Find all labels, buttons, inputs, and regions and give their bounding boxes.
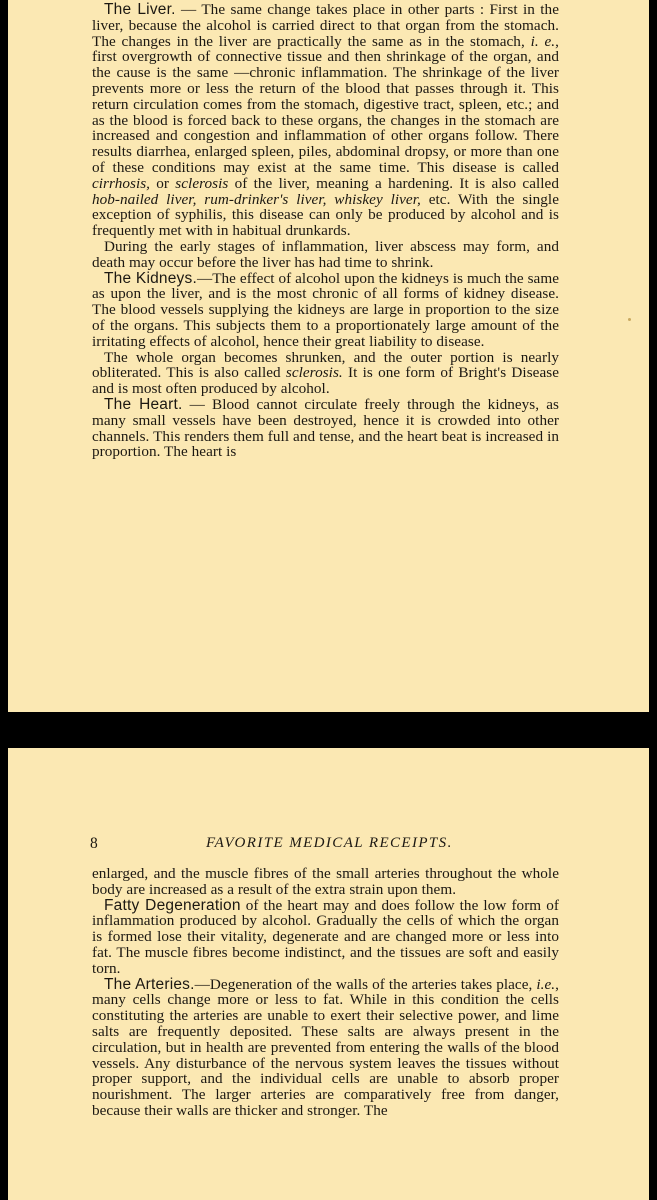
section-paragraph [92,2,559,239]
text-run: etc. With the single exception of syphilis, this disease can only be produced by alcohol and is frequently met with in habitual drunkards. [92,190,559,240]
section-paragraph [92,397,559,460]
italic-term: i.e. [536,975,556,993]
text-run: — Blood cannot circulate freely through the kidneys, as many small vessels have been destroyed, hence it is crowded into other channels. This renders them full and tense, and the heart beat is increased in proportion. The heart is [92,395,559,461]
running-title: FAVORITE MEDICAL RECEIPTS. [206,835,453,851]
body-paragraph [92,350,559,397]
text-run: of the heart may and does follow the low form of inflammation produced by alcohol. Gradually the cells of which the organ is formed lose their vitality, degenerate and are changed more or less into fat. The muscle fibres become indistinct, and the tissues are soft and easily torn. [92,896,559,977]
italic-term: sclerosis [175,174,229,192]
page-body-text [92,866,559,1119]
text-run: , first overgrowth of connective tissue and then shrinkage of the organ, and the cause is the same —chronic inflammation. The shrinkage of the liver prevents more or less the return of the blood that passes through it. This return circulation comes from the stomach, digestive tract, spleen, etc.; and as the blood is forced back to these organs, the changes in the stomach are increased and congestion and inflammation of other organs follow. There results diarrhea, enlarged spleen, piles, abdominal dropsy, or more than one of these conditions may exist at the same time. This disease is called [92,32,559,176]
page-body-text [92,2,559,460]
page-number: 8 [90,835,98,852]
text-run: — The same change takes place in other parts : First in the liver, because the alcohol is carried direct to that organ from the stomach. The changes in the liver are practically the same as in the stomach, [92,1,559,50]
text-run: —Degeneration of the walls of the arteries takes place, [194,975,537,993]
section-paragraph [92,271,559,350]
book-page-lower [8,748,649,1200]
text-run: , many cells change more or less to fat. While in this condition the cells constituting the arteries are unable to exert their selective power, and lime salts are frequently deposited. These salts are always present in the circulation, but in health are prevented from entering the walls of the blood vessels. Any disturbance of the nervous system leaves the tissues without proper support, and the individual cells are unable to absorb proper nourishment. The larger arteries are comparatively free from danger, because their walls are thicker and stronger. The [92,975,559,1119]
text-run: During the early stages of inflammation, liver abscess may form, and death may occur before the liver has had time to shrink. [92,237,559,271]
section-paragraph [92,898,559,977]
text-run: enlarged, and the muscle fibres of the small arteries throughout the whole body are increased as a result of the extra strain upon them. [92,865,559,898]
text-run: —The effect of alcohol upon the kidneys is much the same as upon the liver, and is the most chronic of all forms of kidney disease. The blood vessels supplying the kidneys are large in proportion to the size of the organs. This subjects them to a proportionately large amount of the irritating effects of alcohol, hence their great liability to disease. [92,269,559,350]
text-run: of the liver, meaning a hardening. It is also called [228,174,559,192]
body-paragraph [92,239,559,271]
italic-term: sclerosis. [285,364,343,382]
section-heading: The Kidneys. [104,269,197,287]
book-page-upper [8,0,649,712]
section-heading: The Liver. [104,1,176,18]
text-run: The whole organ becomes shrunken, and the outer portion is nearly obliterated. This is also called [92,348,559,382]
italic-term: cirrhosis, [92,174,151,192]
body-paragraph [92,866,559,898]
italic-term: hob-nailed liver, rum-drinker's liver, whiskey liver, [92,190,421,208]
section-heading: The Heart. [104,395,183,413]
italic-term: i. e. [530,32,556,50]
section-heading: The Arteries. [104,975,195,993]
text-run: It is one form of Bright's Disease and is most often produced by alcohol. [92,364,559,398]
section-paragraph [92,977,559,1119]
text-run: or [150,174,176,192]
paper-speck [628,318,631,321]
section-heading: Fatty Degeneration [104,896,241,914]
